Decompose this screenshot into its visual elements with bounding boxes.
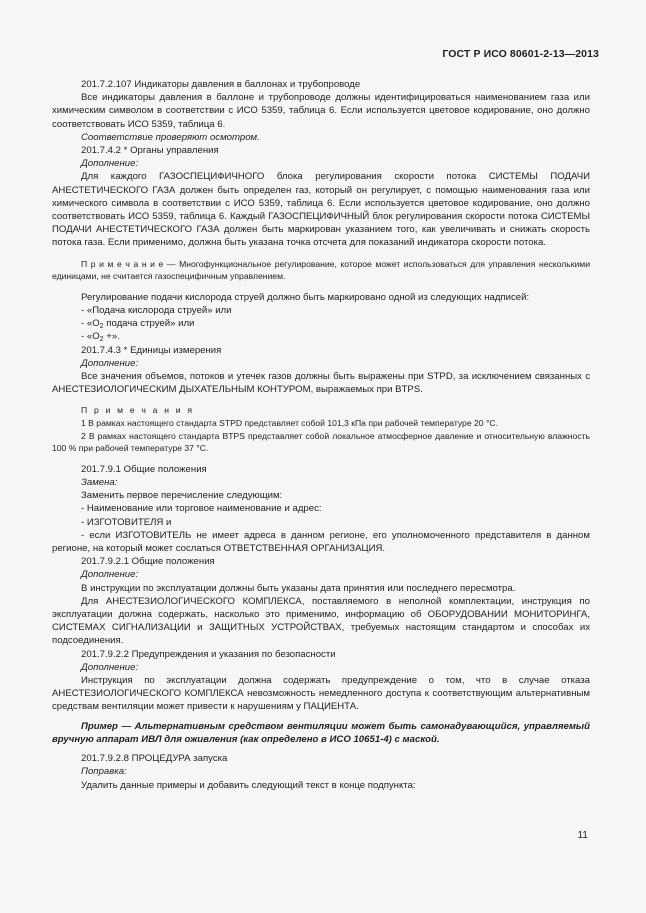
- example: Пример — Альтернативным средством вентиляции может быть самонадувающийся, управляемый вручную аппарат ИВЛ для оживления (как определено в ИСО 10651-4) с маской.: [52, 720, 590, 745]
- list-item: - Наименование или торговое наименование и адрес:: [81, 503, 322, 515]
- list-item: - «$О_2$ подача струей» или: [81, 318, 195, 331]
- paragraph: Заменить первое перечисление следующим:: [81, 490, 283, 502]
- list-item: - «$О_2$ +».: [81, 331, 120, 344]
- note-text: — Многофункциональное регулирование, которое может использоваться для управления несколькими единицами, не считается газоспецифичным управлением.: [52, 258, 590, 282]
- list-item: - ИЗГОТОВИТЕЛЯ и: [81, 516, 172, 528]
- note-item: 2 В рамках настоящего стандарта BTPS представляет собой локальное атмосферное давление и относительную влажность 100 % при рабочей температуре 37 °С.: [52, 430, 590, 454]
- clause-heading: 201.7.4.2 * Органы управления: [81, 145, 219, 157]
- note-label: П р и м е ч а н и е: [81, 258, 164, 269]
- paragraph: Все значения объемов, потоков и утечек газов должны быть выражены при STPD, за исключением связанных с АНЕСТЕЗИОЛОГИЧЕСКИМ ДЫХАТЕЛЬНЫМ КОНТУРОМ, выражаемых при BTPS.: [52, 371, 590, 396]
- amendment-label: Замена:: [81, 477, 118, 489]
- compliance-note: Соответствие проверяют осмотром.: [81, 131, 260, 143]
- clause-heading: 201.7.9.2.2 Предупреждения и указания по безопасности: [81, 648, 336, 660]
- amendment-label: Дополнение:: [81, 569, 139, 581]
- paragraph: Для каждого ГАЗОСПЕЦИФИЧНОГО блока регулирования скорости потока СИСТЕМЫ ПОДАЧИ АНЕСТЕТИЧЕСКОГО ГАЗА должен быть определен газ, который он регулирует, с помощью наименования газа или химического символа в соответствии с ИСО 5359, таблица 6. Если используется цветовое кодирование, оно должно соответствовать ИСО 5359, таблица 6. Каждый ГАЗОСПЕЦИФИЧНЫЙ блок регулирования скорости потока СИСТЕМЫ ПОДАЧИ АНЕСТЕТИЧЕСКОГО ГАЗА должен быть маркирован указанием того, как увеличивать и снижать скорость потока газа. Если применимо, должна быть указана точка отсчета для показаний индикатора скорости потока.: [52, 171, 590, 249]
- amendment-label: Дополнение:: [81, 357, 139, 369]
- list-item: - «Подача кислорода струей» или: [81, 305, 232, 317]
- clause-heading: 201.7.9.1 Общие положения: [81, 463, 207, 475]
- amendment-label: Дополнение:: [81, 661, 139, 673]
- amendment-label: Поправка:: [81, 766, 127, 778]
- clause-heading: 201.7.4.3 * Единицы измерения: [81, 344, 222, 356]
- amendment-label: Дополнение:: [81, 158, 139, 170]
- document-header: ГОСТ Р ИСО 80601-2-13—2013: [442, 48, 599, 60]
- clause-heading: 201.7.2.107 Индикаторы давления в баллонах и трубопроводе: [81, 79, 361, 90]
- paragraph: В инструкции по эксплуатации должны быть указаны дата принятия или последнего пересмотра.: [81, 582, 516, 594]
- list-item: - если ИЗГОТОВИТЕЛЬ не имеет адреса в данном регионе, его уполномоченного представителя в данном регионе, на который может сослаться ОТВЕТСТВЕННАЯ ОРГАНИЗАЦИЯ.: [52, 529, 590, 555]
- paragraph: Все индикаторы давления в баллоне и трубопроводе должны идентифицироваться наименованием газа или химическим символом в соответствии с ИСО 5359, таблица 6. Если используется цветовое кодирование, оно должно соответствовать ИСО 5359, таблица 6.: [52, 92, 590, 130]
- notes-label: П р и м е ч а н и я: [81, 405, 195, 416]
- paragraph: Регулирование подачи кислорода струей должно быть маркировано одной из следующих надписей:: [81, 291, 530, 303]
- paragraph: Для АНЕСТЕЗИОЛОГИЧЕСКОГО КОМПЛЕКСА, поставляемого в неполной комплектации, инструкция по эксплуатации должна содержать, насколько это применимо, информацию об ОБОРУДОВАНИИ МОНИТОРИНГА, СИСТЕМАХ СИГНАЛИЗАЦИИ и ЗАЩИТНЫХ УСТРОЙСТВАХ, требуемых настоящим стандартом и способах их подсоединения.: [52, 595, 590, 647]
- paragraph: Удалить данные примеры и добавить следующий текст в конце подпункта:: [81, 779, 416, 791]
- clause-heading: 201.7.9.2.1 Общие положения: [81, 556, 215, 568]
- paragraph: Инструкция по эксплуатации должна содержать предупреждение о том, что в случае отказа АНЕСТЕЗИОЛОГИЧЕСКОГО КОМПЛЕКСА невозможность немедленного доступа к соответствующим альтернативным средствам вентиляции может привести к нарушениям у ПАЦИЕНТА.: [52, 675, 590, 713]
- clause-heading: 201.7.9.2.8 ПРОЦЕДУРА запуска: [81, 753, 228, 765]
- document-body: [52, 78, 590, 792]
- page-number: 11: [577, 830, 588, 841]
- note-item: 1 В рамках настоящего стандарта STPD представляет собой 101,3 кПа при рабочей температуре 20 °С.: [81, 418, 498, 429]
- note: [52, 258, 590, 283]
